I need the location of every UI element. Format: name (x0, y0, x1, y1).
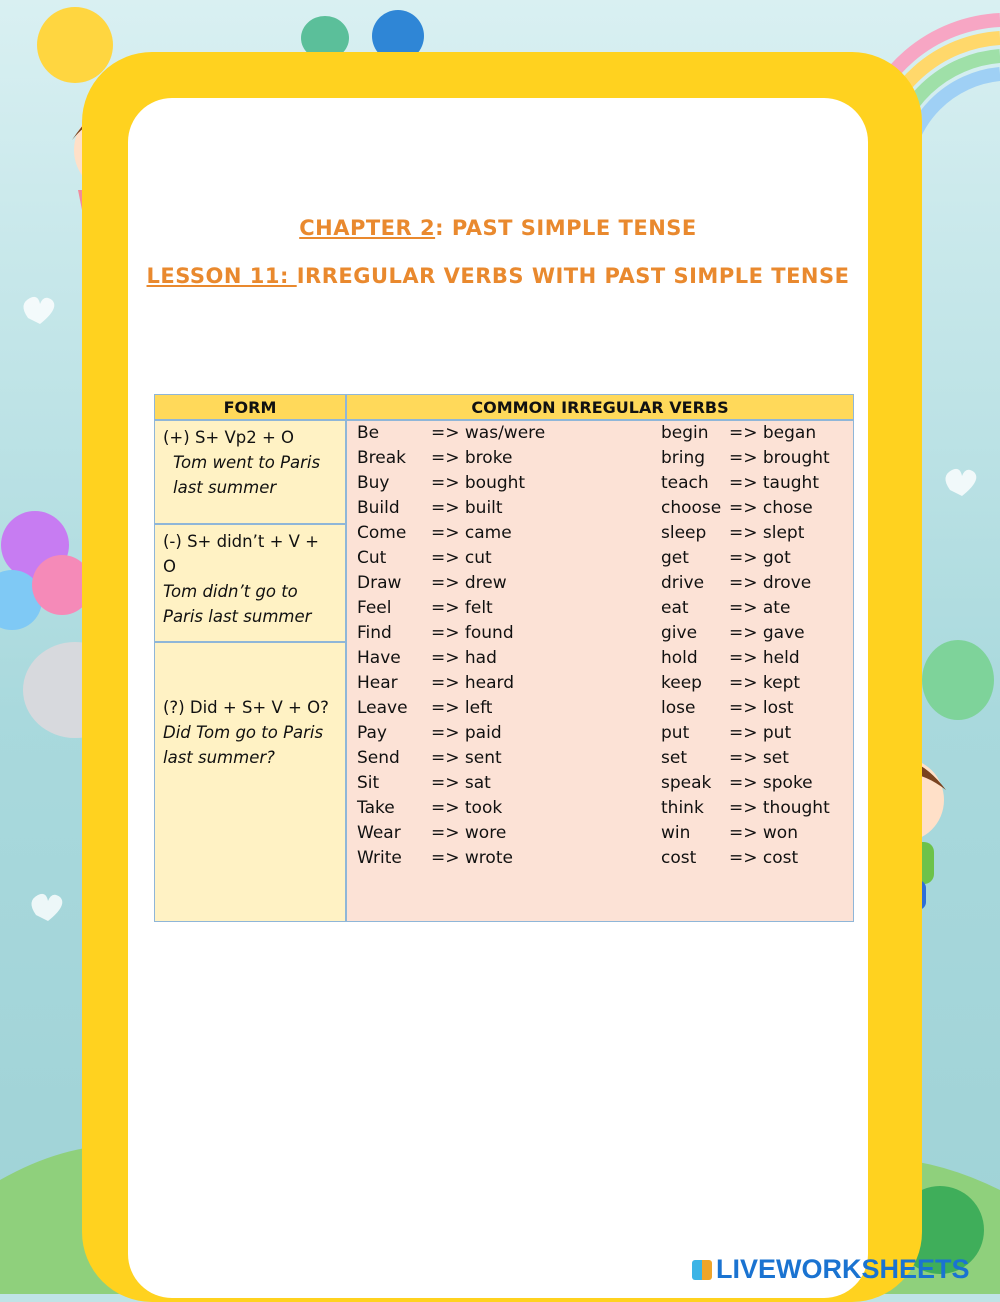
verb-past: => cost (729, 848, 799, 868)
verb-past: => drove (729, 573, 812, 593)
verb-base: Hear (357, 673, 398, 693)
verb-base: lose (661, 698, 696, 718)
verb-row (347, 773, 853, 798)
form-cell-positive (155, 421, 347, 525)
verb-base: Send (357, 748, 400, 768)
verb-base: win (661, 823, 691, 843)
verb-base: think (661, 798, 704, 818)
verb-base: Be (357, 423, 380, 443)
form-example: Tom went to Paris last summer (173, 453, 321, 497)
verb-past: => began (729, 423, 817, 443)
verb-past: => cut (431, 548, 492, 568)
form-rule: (+) S+ Vp2 + O (163, 428, 295, 447)
verbs-table (154, 394, 854, 922)
verb-base: Find (357, 623, 392, 643)
verb-past: => bought (431, 473, 526, 493)
verb-row (347, 648, 853, 673)
verb-past: => chose (729, 498, 813, 518)
verb-row (347, 548, 853, 573)
verb-past: => slept (729, 523, 805, 543)
verb-past: => drew (431, 573, 507, 593)
verb-past: => paid (431, 723, 502, 743)
verb-base: sleep (661, 523, 707, 543)
verb-base: teach (661, 473, 709, 493)
verb-past: => taught (729, 473, 819, 493)
chapter-title-prefix: CHAPTER 2 (299, 216, 436, 240)
heart-icon (23, 297, 54, 324)
verb-base: Pay (357, 723, 387, 743)
verb-row (347, 723, 853, 748)
verb-past: => held (729, 648, 800, 668)
verb-past: => was/were (431, 423, 546, 443)
verb-base: Draw (357, 573, 402, 593)
verb-base: hold (661, 648, 698, 668)
verb-base: put (661, 723, 690, 743)
verb-past: => came (431, 523, 512, 543)
verb-base: Buy (357, 473, 390, 493)
verb-base: set (661, 748, 687, 768)
verb-row (347, 473, 853, 498)
verb-row (347, 573, 853, 598)
verb-base: drive (661, 573, 705, 593)
verb-base: Sit (357, 773, 380, 793)
logo-text: LIVEWORKSHEETS (716, 1254, 970, 1284)
chapter-title-rest: : PAST SIMPLE TENSE (435, 216, 697, 240)
verb-base: give (661, 623, 698, 643)
verb-base: get (661, 548, 689, 568)
chapter-title (128, 216, 868, 240)
heart-icon (945, 469, 976, 496)
verb-row (347, 523, 853, 548)
verb-past: => heard (431, 673, 515, 693)
verb-base: Leave (357, 698, 408, 718)
verb-base: begin (661, 423, 709, 443)
verb-row (347, 448, 853, 473)
verb-past: => left (431, 698, 493, 718)
lesson-title-rest: IRREGULAR VERBS WITH PAST SIMPLE TENSE (296, 264, 850, 288)
verb-past: => spoke (729, 773, 813, 793)
verb-past: => set (729, 748, 789, 768)
verb-past: => felt (431, 598, 493, 618)
verb-base: Come (357, 523, 407, 543)
verb-base: cost (661, 848, 697, 868)
verb-row (347, 498, 853, 523)
verbs-cell (347, 421, 853, 921)
logo-mark-icon (692, 1260, 712, 1280)
form-rule: (-) S+ didn’t + V + O (163, 532, 319, 576)
verb-row (347, 698, 853, 723)
verb-past: => had (431, 648, 497, 668)
verb-past: => found (431, 623, 514, 643)
verb-past: => wrote (431, 848, 513, 868)
liveworksheets-logo (692, 1254, 970, 1285)
verb-row (347, 798, 853, 823)
verb-row (347, 748, 853, 773)
form-cell-question (155, 643, 347, 921)
verb-row (347, 423, 853, 448)
verb-row (347, 623, 853, 648)
verb-base: Wear (357, 823, 401, 843)
form-rule: (?) Did + S+ V + O? (163, 698, 329, 717)
verb-base: Build (357, 498, 400, 518)
verb-past: => sat (431, 773, 491, 793)
verb-base: Write (357, 848, 402, 868)
balloon-icon (922, 640, 994, 720)
verb-row (347, 823, 853, 848)
verb-base: eat (661, 598, 689, 618)
verb-base: Have (357, 648, 401, 668)
verb-base: Cut (357, 548, 387, 568)
heart-icon (31, 894, 62, 921)
verb-past: => gave (729, 623, 805, 643)
verb-past: => won (729, 823, 798, 843)
verb-past: => put (729, 723, 792, 743)
verb-base: Feel (357, 598, 392, 618)
verb-past: => broke (431, 448, 513, 468)
verb-past: => thought (729, 798, 830, 818)
verb-base: Take (357, 798, 395, 818)
form-example: Tom didn’t go to Paris last summer (163, 582, 312, 626)
verb-past: => brought (729, 448, 830, 468)
verb-past: => got (729, 548, 791, 568)
verb-past: => took (431, 798, 503, 818)
verbs-column-header: COMMON IRREGULAR VERBS (347, 395, 853, 421)
form-column-header: FORM (155, 395, 347, 421)
verb-past: => wore (431, 823, 507, 843)
verb-past: => sent (431, 748, 502, 768)
verb-past: => built (431, 498, 503, 518)
verb-base: keep (661, 673, 702, 693)
form-cell-negative (155, 525, 347, 643)
lesson-title (128, 264, 868, 288)
verb-past: => lost (729, 698, 794, 718)
verb-row (347, 848, 853, 873)
verb-base: choose (661, 498, 722, 518)
verb-row (347, 598, 853, 623)
form-example: Did Tom go to Paris last summer? (163, 723, 324, 767)
verb-base: Break (357, 448, 406, 468)
lesson-title-prefix: LESSON 11: (146, 264, 297, 288)
verb-past: => ate (729, 598, 791, 618)
verb-base: speak (661, 773, 712, 793)
verb-base: bring (661, 448, 706, 468)
verb-row (347, 673, 853, 698)
verb-past: => kept (729, 673, 801, 693)
